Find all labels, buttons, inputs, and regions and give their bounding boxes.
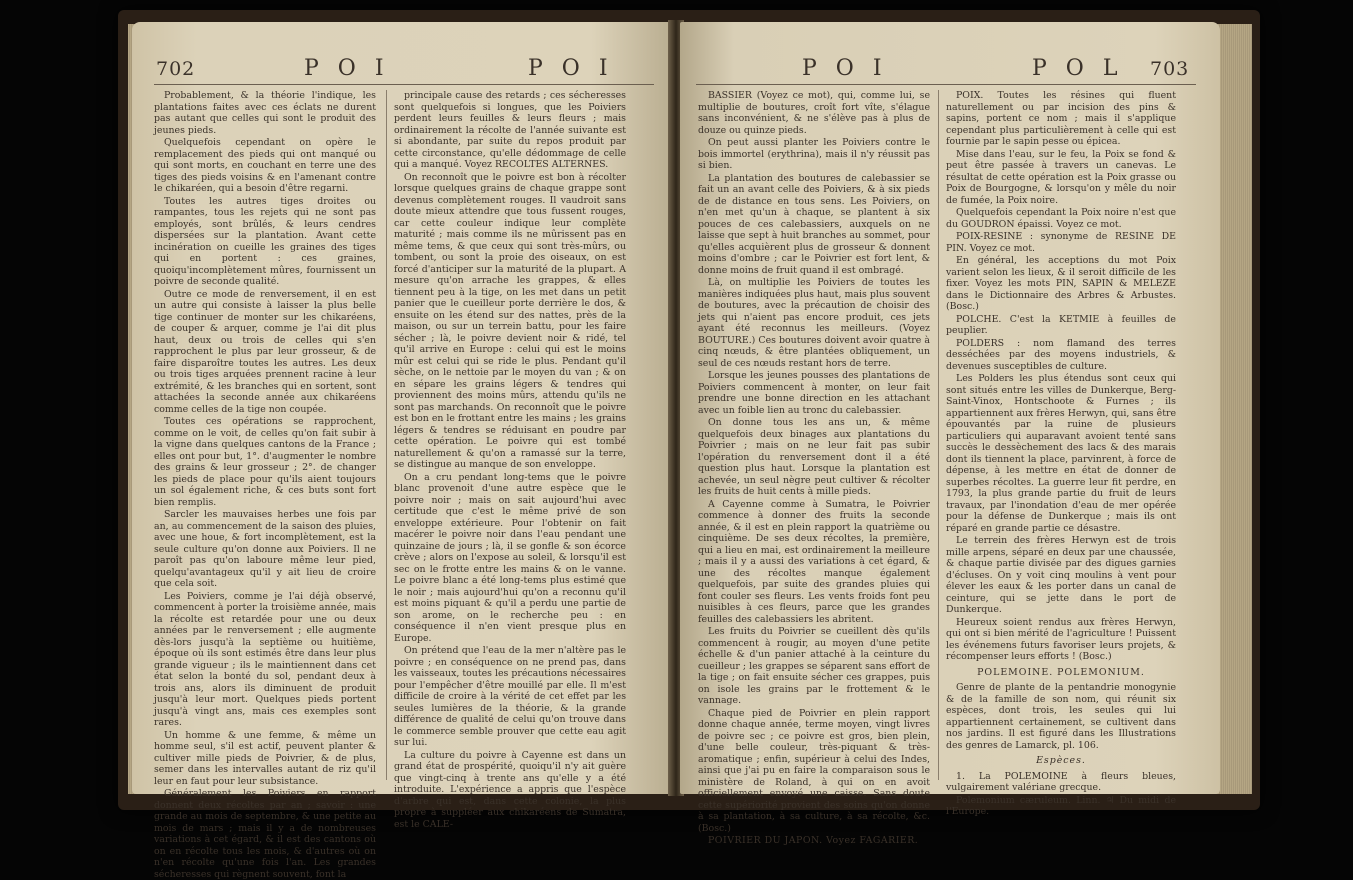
paragraph: Heureux soient rendus aux frères Herwyn, qui ont si bien mérité de l'agriculture ! Puissent les événemens futurs favoriser leurs projets, & récompenser leurs efforts ! (Bosc.) — [946, 616, 1176, 662]
right-page-edges — [1216, 24, 1252, 794]
paragraph: POIVRIER DU JAPON. Voyez FAGARIER. — [708, 835, 919, 846]
running-head-right-col2: P O L — [1032, 56, 1124, 81]
paragraph: 1. La POLEMOINE à fleurs bleues, vulgairement valériane grecque. — [946, 770, 1176, 793]
paragraph: POIX. Toutes les résines qui fluent naturellement ou par incision des pins & sapins, portent ce nom ; mais il s'applique cependant plus particulièrement à celle qui est fournie par le sapin pesse ou épicea. — [946, 90, 1176, 147]
column-3 — [698, 90, 930, 846]
entry-heading: POLEMOINE. POLEMONIUM. — [977, 666, 1145, 678]
section-heading: Espèces. — [1036, 755, 1086, 766]
paragraph: Outre ce mode de renversement, il en est un autre qui consiste à laisser la plus belle tige continuer de monter sur les chikaréens, de couper & arquer, comme je l'ai dit plus haut, deux ou trois de celles qui s'en rapprochent le plus par leur grosseur, & de faire disparoître toutes les autres. Les deux ou trois tiges arquées prennent racine à leur extrémité, & les branches qui en sortent, sont attachées la seconde année aux chikaréens comme celles de la tige non coupée. — [154, 288, 376, 415]
paragraph: En général, les acceptions du mot Poix varient selon les lieux, & il seroit difficile de les fixer. Voyez les mots PIN, SAPIN & MELEZE dans le Dictionnaire des Arbres & Arbustes. (Bosc.) — [946, 255, 1176, 312]
column-4 — [946, 90, 1176, 817]
column-1 — [154, 90, 376, 880]
left-page-header — [132, 54, 672, 84]
paragraph: Les Poiviers, comme je l'ai déjà observé, commencent à porter la troisième année, mais la récolte est retardée pour une ou deux années par le renversement ; elle augmente dès-lors jusqu'à la septième ou huitième, époque où ils sont estimés être dans leur plus grande vigueur ; ils le maintiennent dans cet état selon la bonté du sol, pendant deux à trois ans, alors ils diminuent de produit jusqu'à leur mort. Quelques pieds portent jusqu'à vingt ans, mais ces exemples sont rares. — [154, 590, 376, 728]
paragraph: Un homme & une femme, & même un homme seul, s'il est actif, peuvent planter & cultiver mille pieds de Poivrier, & de plus, semer dans les intervalles autant de riz qu'il leur en faut pour leur subsistance. — [154, 729, 376, 787]
paragraph: Les fruits du Poivrier se cueillent dès qu'ils commencent à rougir, au moyen d'une petite échelle & d'un panier attaché à la ceinture du cueilleur ; les grappes se séparent sans effort de la tige ; on fait ensuite sécher ces grappes, puis on isole les grains par le frottement & le vannage. — [698, 626, 930, 706]
paragraph: Genre de plante de la pentandrie monogynie & de la famille de son nom, qui réunit six espèces, dont trois, les seules qui lui appartiennent certainement, se cultivent dans nos jardins. Il est figuré dans les Illustrations des genres de Lamarck, pl. 106. — [946, 682, 1176, 751]
page-number-right: 703 — [1150, 58, 1190, 80]
column-divider-left — [386, 90, 387, 780]
paragraph: POIX-RESINE : synonyme de RESINE DE PIN. Voyez ce mot. — [946, 231, 1176, 254]
paragraph: Quelquefois cependant la Poix noire n'est que du GOUDRON épaissi. Voyez ce mot. — [946, 207, 1176, 230]
column-2 — [394, 90, 626, 830]
paragraph: Les Polders les plus étendus sont ceux qui sont situés entre les villes de Dunkerque, Berg-Saint-Vinox, Hontschoote & Furnes ; ils appartiennent aux frères Herwyn, qui, sans être épouvantés par la ruine de plusieurs particuliers qui auparavant avoient tenté sans succès le dessèchement des lacs & des marais dont ils tiennent la place, parvinrent, à force de dépense, à les mettre en état de donner de superbes récoltes. La guerre leur fit perdre, en 1793, la plus grande partie du fruit de leurs travaux, par l'inondation d'eau de mer opérée pour la défense de Dunkerque ; mais ils ont réparé en grande partie ce désastre. — [946, 373, 1176, 534]
paragraph: Probablement, & la théorie l'indique, les plantations faites avec ces éclats ne durent pas autant que celles qui sont le produit des jeunes pieds. — [154, 90, 376, 136]
paragraph: On a cru pendant long-tems que le poivre blanc provenoit d'une autre espèce que le poivre noir ; mais on sait aujourd'hui avec certitude que c'est le même privé de son enveloppe extérieure. Pour l'obtenir on fait macérer le poivre noir dans l'eau pendant une quinzaine de jours ; là, il se gonfle & son écorce crève ; alors on l'expose au soleil, & lorsqu'il est sec on le frotte entre les mains & on le vanne. Le poivre blanc a été long-tems plus estimé que le noir ; mais aujourd'hui qu'on a reconnu qu'il est moins piquant & qu'il a perdu une partie de son arome, on le recherche peu : en conséquence il n'en vient presque plus en Europe. — [394, 471, 626, 644]
paragraph: Là, on multiplie les Poiviers de toutes les manières indiquées plus haut, mais plus souvent de boutures, avec la précaution de choisir des jets qui n'aient pas encore produit, ces jets ayant été reconnus les meilleurs. (Voyez BOUTURE.) Ces boutures doivent avoir quatre à cinq nœuds, & être plantées obliquement, un seul de ces nœuds restant hors de terre. — [698, 277, 930, 369]
paragraph: La plantation des boutures de calebassier se fait un an avant celle des Poiviers, & à six pieds de de distance en tous sens. Les Poiviers, on n'en met qu'un à chaque, se plantent à six pouces de ces calebassiers, auxquels on ne laisse que sept à huit branches au sommet, pour qu'elles acquièrent plus de grosseur & donnent moins d'ombre ; car le Poivrier est fort lent, & donne moins de fruit quand il est ombragé. — [698, 172, 930, 276]
paragraph: Sarcler les mauvaises herbes une fois par an, au commencement de la saison des pluies, avec une houe, & fort incomplètement, est la seule culture qu'on donne aux Poiviers. Il ne paroît pas qu'on laboure même leur pied, quelqu'avantageux qu'il y ait lieu de croire que cela soit. — [154, 509, 376, 589]
running-head-right-col1: P O I — [802, 56, 888, 81]
header-rule-left — [154, 84, 654, 85]
paragraph: BASSIER (Voyez ce mot), qui, comme lui, se multiplie de boutures, croît fort vîte, s'élague sans inconvénient, & ne s'élève pas à plus de douze ou quinze pieds. — [698, 90, 930, 136]
header-rule-right — [696, 84, 1196, 85]
page-number-left: 702 — [156, 58, 196, 80]
running-head-left-col1: P O I — [304, 56, 390, 81]
paragraph: principale cause des retards ; ces sécheresses sont quelquefois si longues, que les Poiviers perdent leurs feuilles & leurs fleurs ; mais ordinairement la récolte de l'année suivante est si abondante, par suite du repos produit par cette circonstance, qu'elle dédommage de celle qui a manqué. Voyez RECOLTES ALTERNES. — [394, 90, 626, 170]
paragraph: La culture du poivre à Cayenne est dans un grand état de prospérité, quoiqu'il n'y ait guère que vingt-cinq à trente ans qu'elle y a été introduite. L'expérience a appris que l'espèce d'arbre qui est, dans cette colonie, la plus propre à suppléer aux chikaréens de Sumatra, est le CALE- — [394, 749, 626, 830]
column-divider-right — [938, 90, 939, 780]
right-page-header — [680, 54, 1220, 84]
paragraph: On peut aussi planter les Poiviers contre le bois immortel (erythrina), mais il n'y réussit pas si bien. — [698, 137, 930, 171]
paragraph: On donne tous les ans un, & même quelquefois deux binages aux plantations du Poivrier ; mais on ne leur fait pas subir l'opération du renversement dont il a été question plus haut. Lorsque la plantation est achevée, un seul nègre peut cultiver & récolter les fruits de huit cents à mille pieds. — [698, 417, 930, 497]
paragraph: Le terrein des frères Herwyn est de trois mille arpens, séparé en deux par une chaussée, & chaque partie divisée par des digues garnies d'écluses. On y voit cinq moulins à vent pour élever les eaux & les porter dans un canal de ceinture, qui se jette dans le port de Dunkerque. — [946, 535, 1176, 615]
paragraph: A Cayenne comme à Sumatra, le Poivrier commence à donner des fruits la seconde année, & il est en plein rapport la quatrième ou cinquième. De ses deux récoltes, la première, qui a lieu en mai, est ordinairement la meilleure ; mais il y a aussi des variations à cet égard, & une des récoltes manque également quelquefois, par suite des grandes pluies qui font couler ses fleurs. Les vents froids font peu nuisibles à ces fleurs, parce que les grandes feuilles des calebassiers les abritent. — [698, 498, 930, 625]
right-page — [680, 22, 1220, 846]
paragraph: Toutes les autres tiges droites ou rampantes, tous les rejets qui ne sont pas employés, sont brûlés, & leurs cendres dispersées sur la plantation. Avant cette incinération on cueille les graines des tiges qui en portent : ces graines, quoiqu'incomplètement mûres, fournissent un poivre de seconde qualité. — [154, 195, 376, 287]
paragraph: Toutes ces opérations se rapprochent, comme on le voit, de celles qu'on fait subir à la vigne dans quelques cantons de la France ; elles ont pour but, 1°. d'augmenter le nombre des grains & leur grosseur ; 2°. de changer les pieds de place pour qu'ils aient toujours un sol également riche, & ces buts sont fort bien remplis. — [154, 416, 376, 508]
paragraph: On reconnoît que le poivre est bon à récolter lorsque quelques grains de chaque grappe sont devenus complètement rouges. Il vaudroit sans doute mieux attendre que tous fussent rouges, car cette couleur indique leur complète maturité ; mais comme ils ne mûrissent pas en même tems, & que ceux qui sont très-mûrs, ou tombent, ou sont la proie des oiseaux, on est forcé d'anticiper sur la maturité de la plupart. A mesure qu'on arrache les grappes, & elles tiennent peu à la tige, on les met dans un petit panier que le cueilleur porte derrière le dos, & ensuite on les étend sur des nattes, près de la maison, ou sur un terrein battu, pour les faire sécher ; là, le poivre devient noir & ridé, tel qu'il arrive en Europe : celui qui est le moins mûr est celui qui se ride le plus. Pendant qu'il sèche, on le nettoie par le moyen du van ; & on en sépare les grains légers & tendres qui proviennent des moins mûrs, attendu qu'ils ne sont pas marchands. On reconnoît que le poivre est bon en le frottant entre les mains ; les grains légers & tendres se réduisant en poudre par cette opération. Le poivre qui est tombé naturellement & qu'on a ramassé sur la terre, se distingue au manque de son enveloppe. — [394, 171, 626, 470]
running-head-left-col2: P O I — [528, 56, 614, 81]
paragraph: Quelquefois cependant on opère le remplacement des pieds qui ont manqué ou qui sont morts, en couchant en terre une des tiges des pieds voisins & en l'amenant contre le chikaréen, qui a besoin d'être regarni. — [154, 137, 376, 194]
paragraph: Mise dans l'eau, sur le feu, la Poix se fond & peut être passée à travers un canevas. Le résultat de cette opération est la Poix grasse ou Poix de Bourgogne, & lorsqu'on y mêle du noir de fumée, la Poix noire. — [946, 148, 1176, 206]
paragraph: Chaque pied de Poivrier en plein rapport donne chaque année, terme moyen, vingt livres de poivre sec ; ce poivre est gros, bien plein, d'une belle couleur, très-piquant & très-aromatique ; enfin, supérieur à celui des Indes, ainsi que j'ai pu en faire la comparaison sous le ministère de Roland, à qui on en avoit officiellement envoyé une caisse. Sans doute cette supériorité provient des soins qu'on donne à sa plantation, à sa culture, à sa récolte, &c. (Bosc.) — [698, 707, 930, 834]
paragraph: Généralement les Poiviers en rapport donnent deux récoltes par an ; savoir : une grande au mois de septembre, & une petite au mois de mars ; mais il y a de nombreuses variations à cet égard, & il est des cantons où on en récolte tous les mois, & d'autres où on n'en récolte qu'une fois l'an. Les grandes sécheresses qui règnent souvent, font la — [154, 788, 376, 880]
paragraph: Polemonium cæruleum. Linn. ♃ Du midi de l'Europe. — [946, 794, 1176, 817]
paragraph: POLDERS : nom flamand des terres desséchées par des moyens industriels, & devenues susceptibles de culture. — [946, 337, 1176, 372]
paragraph: On prétend que l'eau de la mer n'altère pas le poivre ; en conséquence on ne prend pas, dans les vaisseaux, toutes les précautions nécessaires pour l'empêcher d'être mouillé par elle. Il m'est difficile de croire à la vérité de cet effet par les seules lumières de la théorie, & la grande différence de qualité de celui qu'on trouve dans le commerce semble prouver que cette eau agit sur lui. — [394, 645, 626, 748]
paragraph: POLCHE. C'est la KETMIE à feuilles de peuplier. — [946, 313, 1176, 336]
paragraph: Lorsque les jeunes pousses des plantations de Poiviers commencent à monter, on leur fait prendre une bonne direction en les attachant avec un foible lien au tronc du calebassier. — [698, 370, 930, 416]
left-page — [132, 22, 672, 880]
